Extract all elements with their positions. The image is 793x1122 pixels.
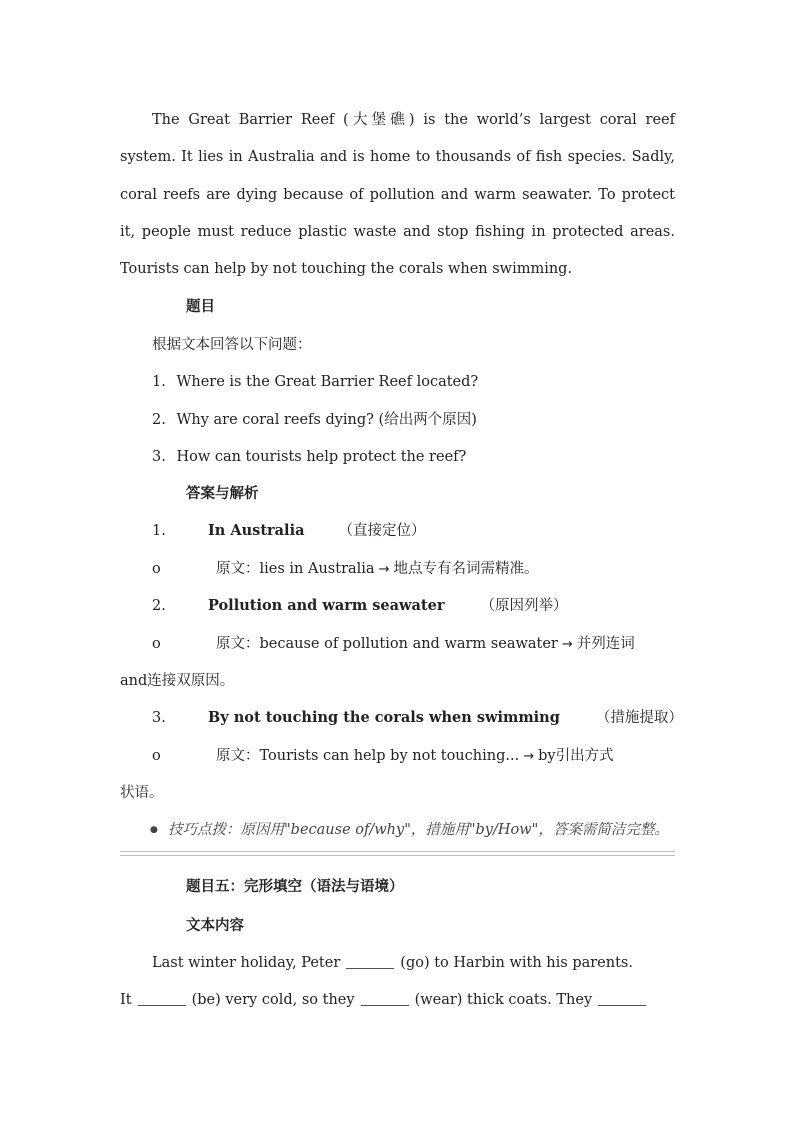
question-item: [152, 447, 466, 467]
question-text: How can tourists help protect the reef?: [176, 449, 467, 465]
explanation-continuation: 状语。: [120, 785, 164, 801]
list-bullet: o: [152, 561, 161, 577]
section-divider: [120, 851, 675, 856]
reading-passage: The Great Barrier Reef (大堡礁) is the world’s largest coral reef system. It lies in Australia and is home to thousands of fish species. Sadly, coral reefs are dying because of pollution and warm seawater. To protect it, people must reduce plastic waste and stop fishing in protected areas. Tourists can help by not touching the corals when swimming.: [120, 112, 675, 278]
tip-line: [150, 820, 669, 840]
cloze-text: It: [120, 992, 132, 1008]
answer-item: [152, 596, 567, 616]
answer-text: In Australia: [208, 522, 305, 539]
list-bullet: o: [152, 748, 161, 764]
questions-heading: 题目: [186, 298, 215, 315]
question-text: Where is the Great Barrier Reef located?: [176, 374, 479, 390]
explanation-text: 原文：Tourists can help by not touching...: [216, 748, 520, 764]
arrow-icon: →: [561, 637, 573, 652]
explanation-comment: 地点专有名词需精准。: [393, 561, 539, 577]
answer-text: Pollution and warm seawater: [208, 597, 445, 614]
arrow-icon: →: [523, 749, 535, 764]
explanation-comment: by引出方式: [538, 748, 614, 764]
answer-item: [152, 521, 425, 541]
answer-text: By not touching the corals when swimming: [208, 709, 560, 726]
answer-explanation: [152, 746, 614, 767]
explanation-text: 原文：lies in Australia: [216, 561, 375, 577]
answer-number: 3.: [152, 710, 166, 726]
bullet-icon: ●: [150, 825, 158, 835]
cloze-text: (be) very cold, so they: [191, 992, 355, 1008]
arrow-icon: →: [378, 562, 390, 577]
tip-text: 技巧点拨：原因用"because of/why"，措施用"by/How"，答案需简洁完整。: [168, 822, 669, 838]
cloze-text: (go) to Harbin with his parents.: [400, 955, 633, 971]
explanation-comment: 并列连词: [576, 636, 635, 652]
cloze-text: (wear) thick coats. They: [414, 992, 593, 1008]
answer-tag: （直接定位）: [338, 523, 426, 539]
questions-instruction: 根据文本回答以下问题：: [152, 337, 312, 353]
answer-explanation: [152, 559, 538, 580]
section-subheading: 文本内容: [186, 917, 244, 934]
answer-number: 2.: [152, 598, 166, 614]
answer-item: [152, 708, 683, 728]
question-number: 1.: [152, 374, 166, 390]
question-item: [152, 372, 478, 392]
answers-heading: 答案与解析: [186, 485, 259, 502]
explanation-continuation: and连接双原因。: [120, 673, 235, 689]
question-number: 2.: [152, 412, 166, 428]
fill-blank[interactable]: [598, 991, 646, 1006]
section-heading: 题目五：完形填空（语法与语境）: [186, 878, 404, 895]
explanation-text: 原文：because of pollution and warm seawater: [216, 636, 558, 652]
list-bullet: o: [152, 636, 161, 652]
cloze-line: [120, 990, 652, 1010]
answer-explanation: [152, 634, 635, 655]
fill-blank[interactable]: [138, 991, 186, 1006]
cloze-text: Last winter holiday, Peter: [152, 955, 341, 971]
fill-blank[interactable]: [361, 991, 409, 1006]
answer-tag: （原因列举）: [480, 598, 568, 614]
fill-blank[interactable]: [346, 954, 394, 969]
cloze-line: [152, 953, 633, 973]
question-number: 3.: [152, 449, 166, 465]
question-text: Why are coral reefs dying? (给出两个原因): [176, 412, 477, 428]
question-item: [152, 410, 477, 430]
answer-tag: （措施提取）: [595, 710, 683, 726]
answer-number: 1.: [152, 523, 166, 539]
